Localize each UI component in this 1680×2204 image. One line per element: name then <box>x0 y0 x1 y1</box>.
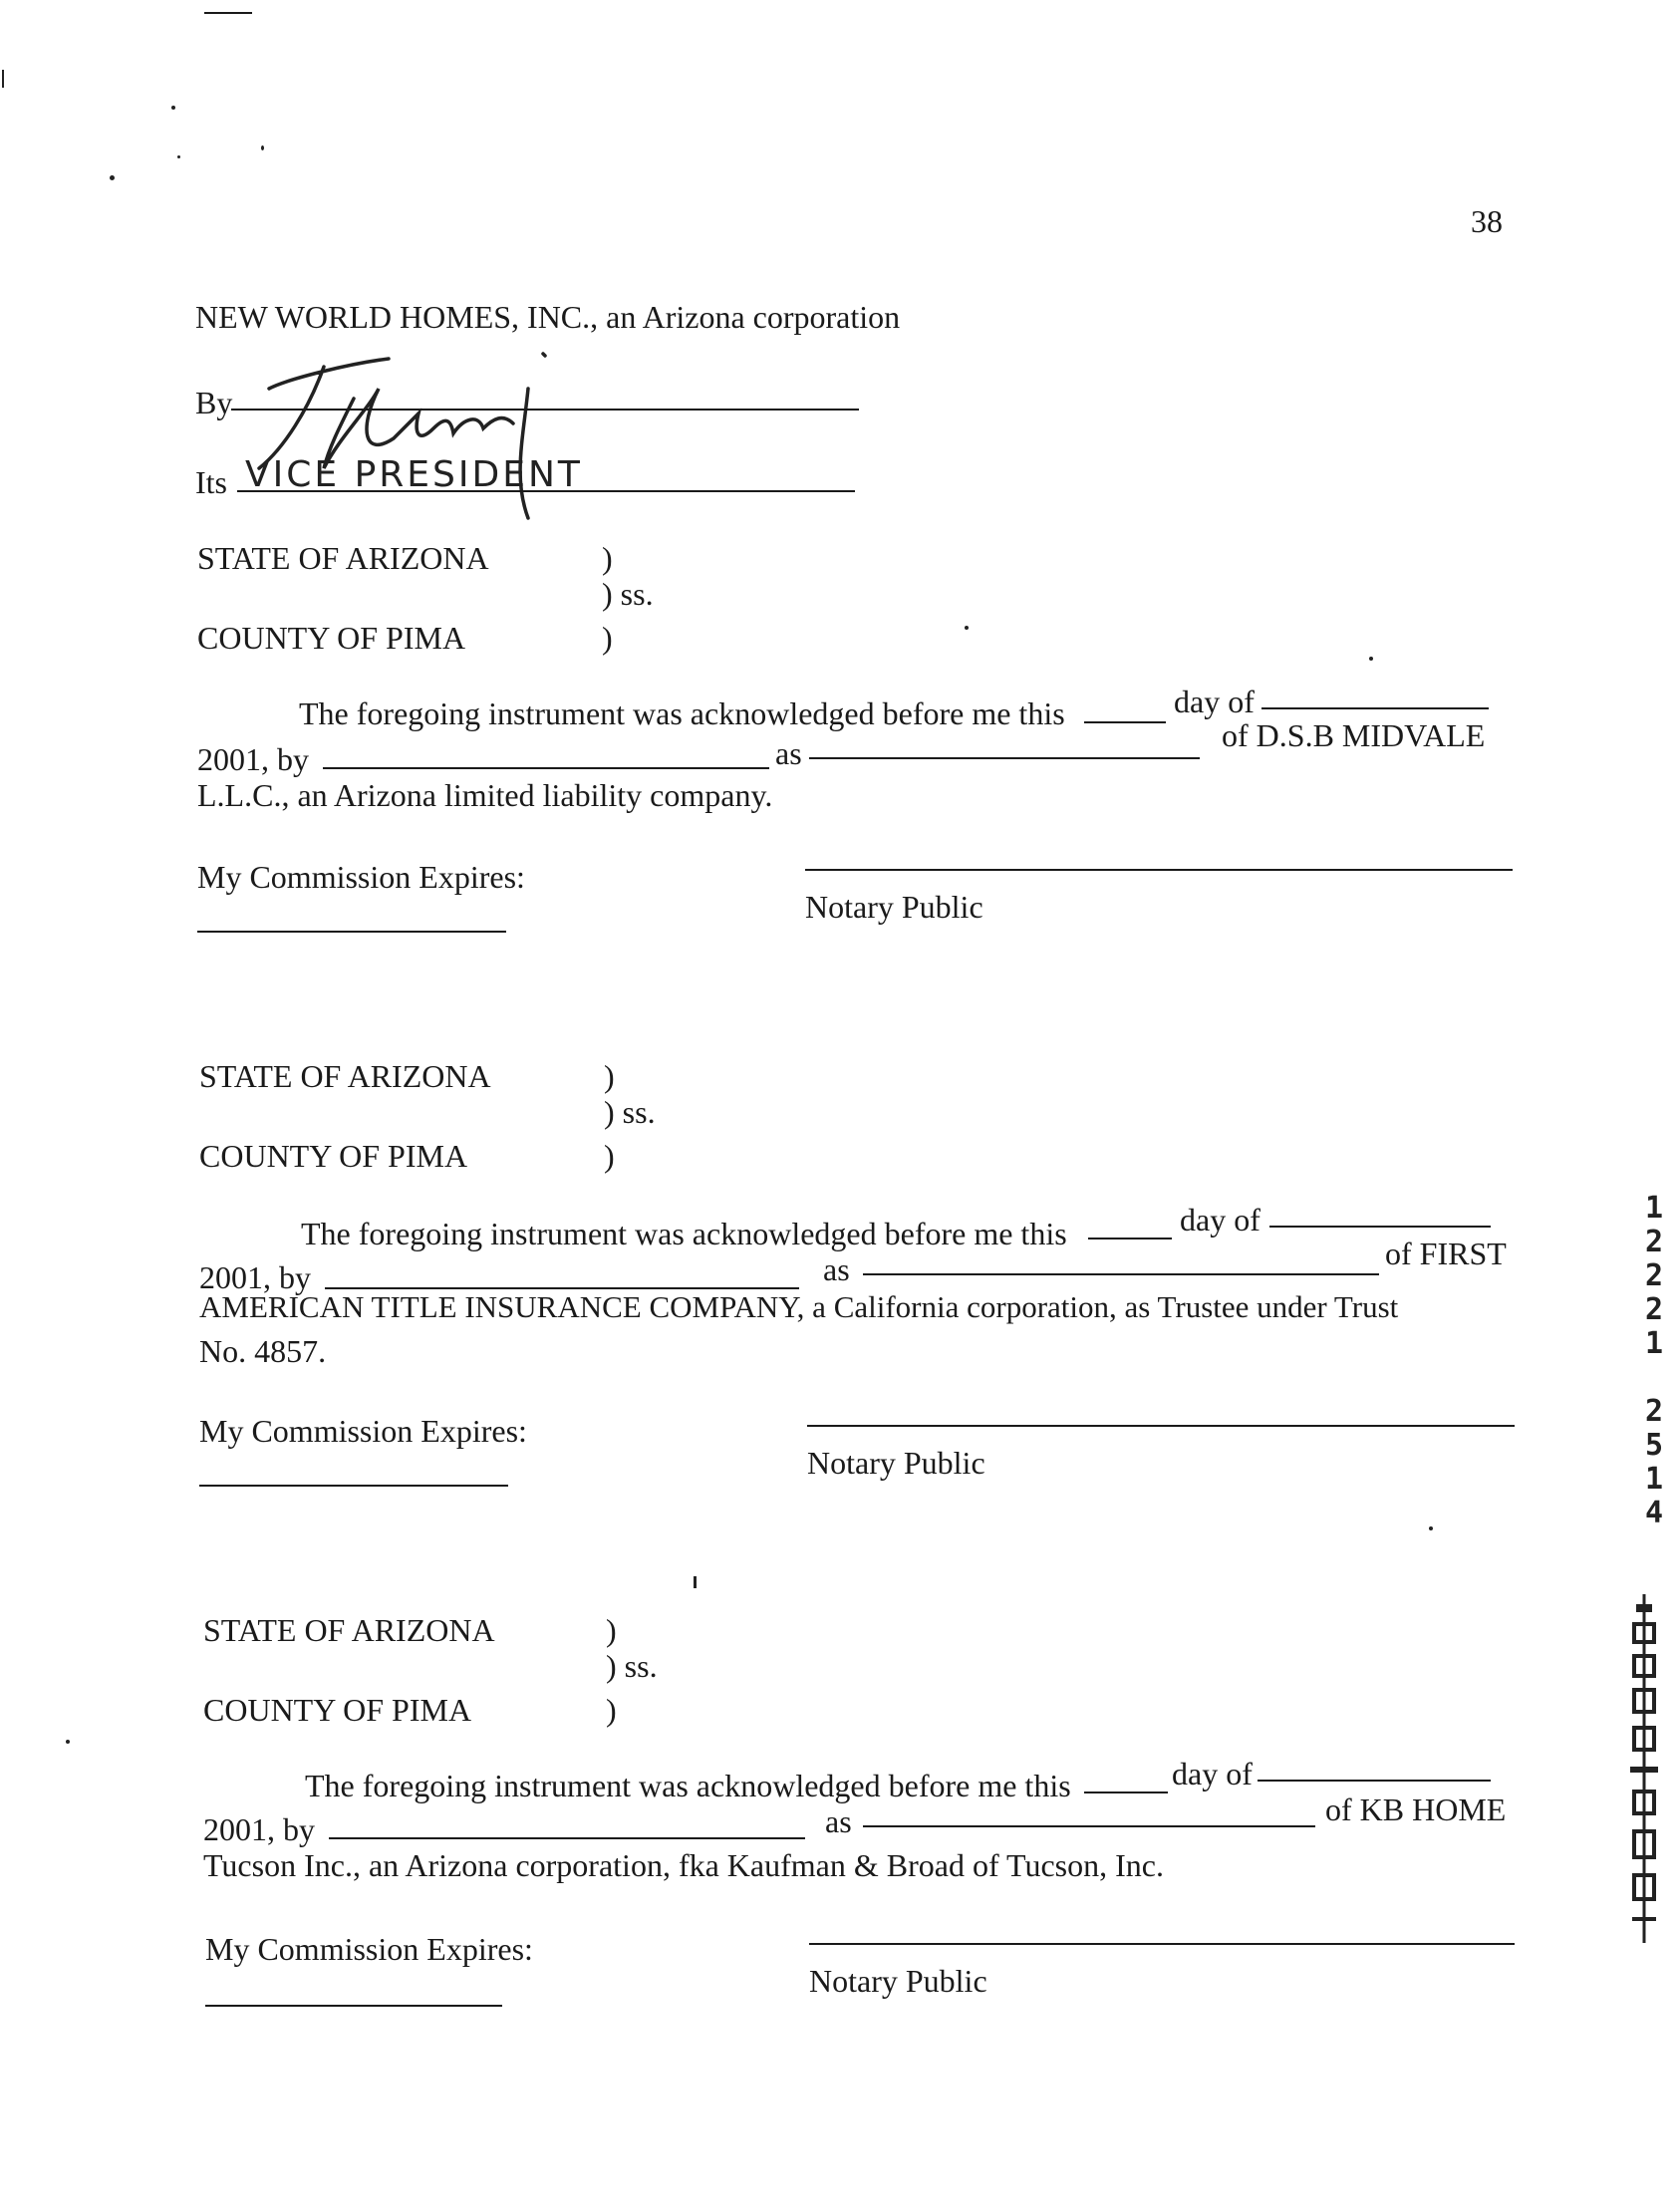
ss-label: ) ss. <box>606 1648 658 1684</box>
as-label: as <box>775 735 802 771</box>
title-blank <box>809 757 1200 759</box>
scan-speck <box>171 106 175 110</box>
year-by-label: 2001, by <box>203 1811 315 1847</box>
day-blank <box>1084 721 1166 723</box>
name-blank <box>323 767 769 769</box>
commission-blank <box>199 1485 508 1487</box>
state-label: STATE OF ARIZONA <box>203 1612 495 1648</box>
page-number: 38 <box>1471 203 1503 239</box>
acknowledgment-intro: The foregoing instrument was acknowledged before me this <box>301 1216 1067 1251</box>
ss-label: ) ss. <box>604 1094 656 1130</box>
scan-speck <box>66 1740 70 1744</box>
scan-speck <box>110 175 115 180</box>
signature-scribble <box>229 319 648 528</box>
notary-signature-line <box>805 869 1513 871</box>
its-title-handwritten: VICE PRESIDENT <box>245 454 583 495</box>
acknowledgment-intro: The foregoing instrument was acknowledged before me this <box>299 695 1065 731</box>
month-blank <box>1261 707 1489 709</box>
entity-description: Tucson Inc., an Arizona corporation, fka Kaufman & Broad of Tucson, Inc. <box>203 1847 1164 1883</box>
commission-label: My Commission Expires: <box>197 859 525 895</box>
day-of-label: day of <box>1180 1202 1260 1238</box>
year-by-label: 2001, by <box>197 741 309 777</box>
by-signature-line <box>231 409 859 411</box>
company-name: NEW WORLD HOMES, INC., an Arizona corporation <box>195 299 901 335</box>
commission-blank <box>197 931 506 933</box>
title-blank <box>863 1273 1379 1275</box>
day-of-label: day of <box>1174 684 1255 719</box>
state-label: STATE OF ARIZONA <box>197 540 489 576</box>
day-blank <box>1084 1791 1168 1793</box>
notary-public-label: Notary Public <box>807 1445 985 1481</box>
entity-description: AMERICAN TITLE INSURANCE COMPANY, a California corporation, as Trustee under Trust <box>199 1289 1399 1324</box>
bracket: ) <box>602 540 613 576</box>
acknowledgment-intro: The foregoing instrument was acknowledged before me this <box>305 1768 1071 1803</box>
day-of-label: day of <box>1172 1756 1253 1791</box>
scan-speck <box>177 155 180 158</box>
commission-blank <box>205 2005 502 2007</box>
month-blank <box>1269 1226 1491 1228</box>
entity-name: of D.S.B MIDVALE <box>1222 717 1486 753</box>
recording-stamp-barcode <box>1624 1594 1664 1953</box>
entity-name: of KB HOME <box>1325 1791 1507 1827</box>
notary-public-label: Notary Public <box>805 889 983 925</box>
entity-description: L.L.C., an Arizona limited liability company. <box>197 777 773 813</box>
notary-signature-line <box>809 1943 1515 1945</box>
scan-speck <box>261 145 264 150</box>
scan-speck <box>1369 657 1373 661</box>
its-label: Its <box>195 464 227 500</box>
entity-name: of FIRST <box>1385 1236 1507 1271</box>
by-label: By <box>195 385 233 420</box>
notary-signature-line <box>807 1425 1515 1427</box>
commission-label: My Commission Expires: <box>199 1413 527 1449</box>
recording-number-part1: 12221 <box>1644 1191 1664 1361</box>
notary-public-label: Notary Public <box>809 1963 987 1999</box>
state-label: STATE OF ARIZONA <box>199 1058 491 1094</box>
ss-label: ) ss. <box>602 576 654 612</box>
commission-label: My Commission Expires: <box>205 1931 533 1967</box>
year-by-label: 2001, by <box>199 1259 311 1295</box>
scan-speck <box>2 70 4 88</box>
scan-speck <box>694 1576 697 1588</box>
title-blank <box>863 1825 1315 1827</box>
county-label: COUNTY OF PIMA <box>203 1692 472 1728</box>
county-label: COUNTY OF PIMA <box>197 620 466 656</box>
as-label: as <box>825 1803 852 1839</box>
day-blank <box>1088 1238 1172 1240</box>
its-line <box>237 490 855 492</box>
bracket: ) <box>602 620 613 656</box>
scan-speck <box>1429 1526 1433 1530</box>
bracket: ) <box>606 1692 617 1728</box>
bracket: ) <box>604 1138 615 1174</box>
bracket: ) <box>604 1058 615 1094</box>
recording-number-part2: 2514 <box>1644 1394 1664 1530</box>
name-blank <box>329 1837 805 1839</box>
month-blank <box>1258 1780 1491 1782</box>
bracket: ) <box>606 1612 617 1648</box>
entity-description-cont: No. 4857. <box>199 1333 327 1369</box>
as-label: as <box>823 1251 850 1287</box>
county-label: COUNTY OF PIMA <box>199 1138 468 1174</box>
scan-speck <box>965 626 969 630</box>
scan-mark <box>204 12 252 14</box>
